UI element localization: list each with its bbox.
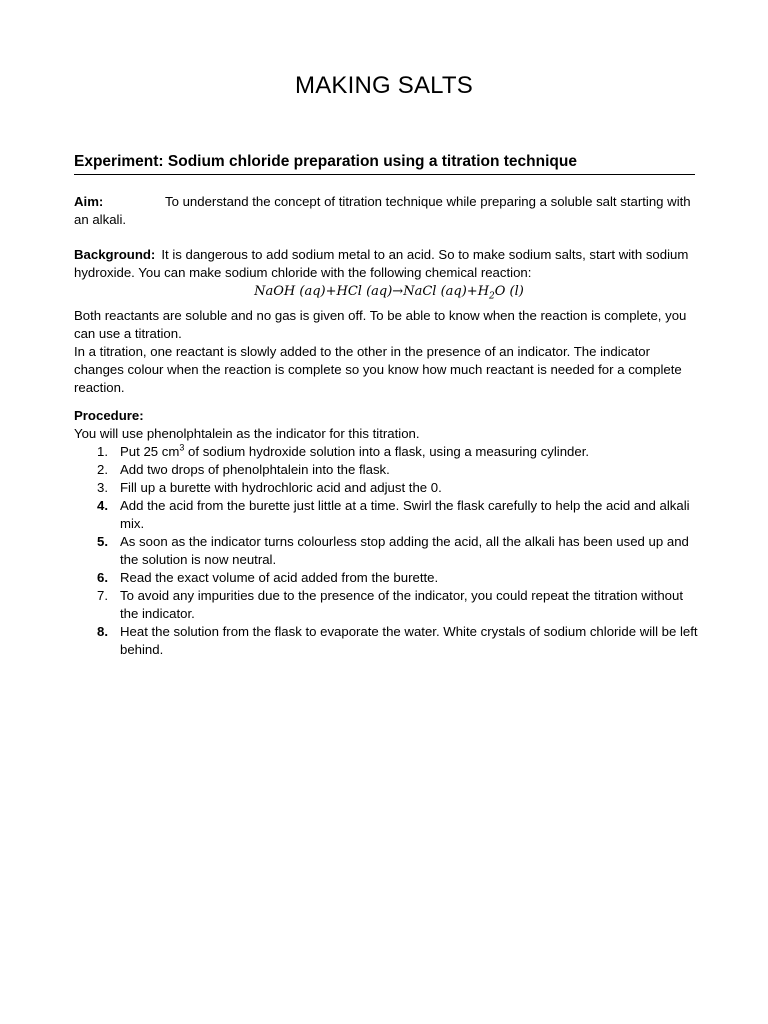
step-text: Read the exact volume of acid added from the burette. bbox=[120, 570, 439, 585]
procedure-label: Procedure: bbox=[74, 408, 144, 423]
procedure-step bbox=[74, 569, 700, 587]
procedure-step bbox=[74, 587, 700, 623]
procedure-steps bbox=[74, 443, 700, 659]
equation-plus-2: + bbox=[466, 284, 478, 299]
background-text-2: Both reactants are soluble and no gas is given off. To be able to know when the reaction is complete, you can use a titration. bbox=[74, 307, 687, 341]
experiment-heading: Experiment: Sodium chloride preparation using a titration technique bbox=[74, 153, 695, 175]
step-number: 5. bbox=[97, 534, 108, 549]
step-text-sup: 3 bbox=[179, 442, 185, 453]
procedure-section bbox=[74, 407, 700, 659]
procedure-intro: You will use phenolphtalein as the indicator for this titration. bbox=[74, 426, 420, 441]
equation-arrow: → bbox=[392, 284, 404, 299]
aim-text: To understand the concept of titration technique while preparing a soluble salt starting with an alkali. bbox=[74, 194, 691, 227]
procedure-step bbox=[74, 443, 700, 461]
equation-product-2-post: O (l) bbox=[494, 284, 524, 299]
step-number: 7. bbox=[97, 588, 108, 603]
step-text: As soon as the indicator turns colourless stop adding the acid, all the alkali has been used up and the solution is now neutral. bbox=[120, 534, 689, 567]
aim-label: Aim: bbox=[74, 194, 104, 209]
step-number: 6. bbox=[97, 570, 108, 585]
procedure-step bbox=[74, 533, 700, 569]
equation-product-2-sub: 2 bbox=[489, 291, 495, 302]
chemical-equation bbox=[74, 282, 700, 307]
step-number: 8. bbox=[97, 624, 108, 639]
step-number: 3. bbox=[97, 480, 108, 495]
step-number: 4. bbox=[97, 498, 108, 513]
procedure-step bbox=[74, 461, 700, 479]
equation-product-1: NaCl (aq) bbox=[403, 284, 467, 299]
step-text: Add the acid from the burette just little at a time. Swirl the flask carefully to help the acid and alkali mix. bbox=[120, 498, 690, 531]
procedure-step bbox=[74, 497, 700, 533]
step-text-pre: Put 25 cm bbox=[120, 444, 180, 459]
equation-plus-1: + bbox=[325, 284, 337, 299]
procedure-step bbox=[74, 623, 700, 659]
background-paragraph-1 bbox=[74, 246, 700, 282]
step-text: Add two drops of phenolphtalein into the flask. bbox=[120, 462, 390, 477]
step-number: 1. bbox=[97, 444, 108, 459]
aim-section bbox=[74, 193, 700, 229]
equation-reactant-1: NaOH (aq) bbox=[254, 284, 326, 299]
step-text: Fill up a burette with hydrochloric acid and adjust the 0. bbox=[120, 480, 442, 495]
procedure-step bbox=[74, 479, 700, 497]
background-section bbox=[74, 246, 700, 397]
background-text-3: In a titration, one reactant is slowly added to the other in the presence of an indicator. The indicator changes colour when the reaction is complete so you know how much reactant is needed for a complete reaction. bbox=[74, 343, 682, 395]
background-label: Background: bbox=[74, 247, 156, 262]
equation-reactant-2: HCl (aq) bbox=[336, 284, 393, 299]
step-text: Heat the solution from the flask to evaporate the water. White crystals of sodium chloride will be left behind. bbox=[120, 624, 698, 657]
step-text-post: of sodium hydroxide solution into a flask, using a measuring cylinder. bbox=[184, 444, 590, 459]
step-number: 2. bbox=[97, 462, 108, 477]
equation-product-2-pre: H bbox=[477, 284, 490, 299]
page-title: MAKING SALTS bbox=[295, 72, 473, 99]
step-text: To avoid any impurities due to the presence of the indicator, you could repeat the titration without the indicator. bbox=[120, 588, 684, 621]
background-text-1: It is dangerous to add sodium metal to an acid. So to make sodium salts, start with sodium hydroxide. You can make sodium chloride with the following chemical reaction: bbox=[74, 247, 689, 280]
